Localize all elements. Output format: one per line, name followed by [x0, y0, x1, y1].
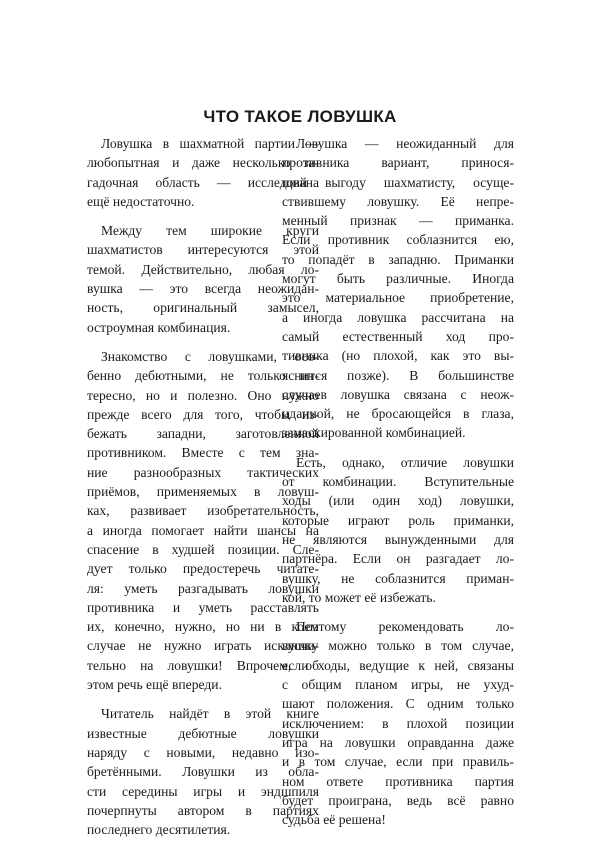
- text-line: и в том случае, если при правиль-: [282, 754, 514, 770]
- text-line: гадочная область — исследована: [87, 174, 319, 190]
- text-line: вушку можно только в том случае,: [282, 638, 514, 654]
- page-title: ЧТО ТАКОЕ ЛОВУШКА: [203, 107, 397, 126]
- text-line: бенно дебютными, не только ин-: [87, 368, 319, 384]
- text-line: ном ответе противника партия: [282, 773, 514, 789]
- text-line: случае не нужно играть исключи-: [87, 638, 319, 654]
- text-line: Знакомство с ловушками, осо-: [101, 348, 319, 364]
- text-line: партнёра. Если он разгадает ло-: [282, 551, 514, 567]
- text-line: ствившему ловушку. Её непре-: [282, 193, 514, 209]
- text-line: исключением: в плохой позиции: [282, 715, 514, 731]
- text-line: кой, то может её избежать.: [282, 589, 436, 605]
- text-line: приёмов, применяемых в ловуш-: [87, 484, 319, 500]
- text-line: могут быть различные. Иногда: [282, 271, 514, 287]
- text-line: ках, развивает изобретательность,: [87, 503, 319, 519]
- text-line: противником. Вместе с тем зна-: [87, 445, 319, 461]
- text-line: иданной, не бросающейся в глаза,: [282, 406, 514, 422]
- text-line: тересно, но и полезно. Оно нужно: [87, 387, 319, 403]
- text-line: Поэтому рекомендовать ло-: [296, 619, 514, 635]
- text-line: спасение в худшей позиции. Сле-: [87, 541, 319, 557]
- text-line: бежать западни, заготовленной: [87, 426, 319, 442]
- text-line: этом речь ещё впереди.: [87, 677, 222, 693]
- text-line: сти середины игры и эндшпиля: [87, 783, 319, 799]
- text-line: случаев ловушка связана с неож-: [282, 386, 514, 402]
- text-line: Ловушка в шахматной партии —: [101, 136, 319, 151]
- text-line: любопытная и даже несколько за-: [87, 155, 319, 171]
- text-line: которые играют роль приманки,: [282, 512, 514, 528]
- text-line: если ходы, ведущие к ней, связаны: [282, 657, 514, 673]
- text-line: противника вариант, принося-: [282, 155, 514, 171]
- text-line: самый естественный ход про-: [282, 328, 514, 344]
- paragraph: [282, 453, 514, 607]
- text-line: бретёнными. Ловушки из обла-: [87, 764, 319, 780]
- text-line: Между тем широкие круги: [101, 223, 319, 239]
- text-line: наряду с новыми, недавно изо-: [87, 744, 319, 760]
- text-line: не являются вынужденными для: [282, 531, 514, 547]
- text-line: тельно на ловушки! Впрочем, об: [87, 657, 319, 673]
- paragraph: [282, 134, 514, 443]
- text-line: Ловушка — неожиданный для: [296, 136, 514, 151]
- text-line: противника и уметь расставлять: [87, 599, 319, 615]
- text-line: прежде всего для того, чтобы из-: [87, 406, 319, 422]
- text-line: с общим планом игры, не ухуд-: [282, 677, 514, 693]
- text-line: остроумная комбинация.: [87, 319, 231, 335]
- text-line: почерпнуты автором в партиях: [87, 802, 319, 818]
- text-line: их, конечно, нужно, но ни в коем: [87, 619, 319, 635]
- text-line: менный признак — приманка.: [282, 213, 514, 229]
- text-line: щий выгоду шахматисту, осуще-: [282, 174, 514, 190]
- text-line: известные дебютные ловушки: [87, 725, 319, 741]
- text-line: а иногда ловушка рассчитана на: [282, 309, 514, 325]
- right-column: [282, 134, 514, 839]
- text-line: ещё недостаточно.: [87, 193, 195, 209]
- text-line: шают положения. С одним только: [282, 696, 514, 712]
- text-line: Есть, однако, отличие ловушки: [296, 454, 514, 470]
- text-line: судьба её решена!: [282, 812, 386, 828]
- text-line: ние разнообразных тактических: [87, 464, 319, 480]
- text-line: тивника (но плохой, как это вы-: [282, 348, 514, 364]
- text-line: а иногда помогает найти шансы на: [87, 522, 319, 538]
- text-line: игра на ловушки оправданна даже: [282, 734, 514, 750]
- text-line: яснится позже). В большинстве: [282, 367, 514, 383]
- text-line: вушка — это всегда неожидан-: [87, 281, 319, 297]
- text-line: будет проиграна, ведь всё равно: [282, 792, 514, 808]
- text-line: ходы (или один ход) ловушки,: [282, 493, 514, 509]
- text-line: Если противник соблазнится ею,: [282, 232, 514, 248]
- text-line: от комбинации. Вступительные: [282, 474, 514, 490]
- text-line: ля: уметь разгадывать ловушки: [87, 580, 319, 596]
- text-line: темой. Действительно, любая ло-: [87, 261, 319, 277]
- text-line: замаскированной комбинацией.: [282, 425, 466, 441]
- text-line: ность, оригинальный замысел,: [87, 300, 319, 316]
- text-line: то попадёт в западню. Приманки: [282, 251, 514, 267]
- text-line: это материальное приобретение,: [282, 290, 514, 306]
- paragraph: [282, 617, 514, 829]
- text-line: дует только предостеречь читате-: [87, 561, 319, 577]
- text-line: шахматистов интересуются этой: [87, 242, 319, 258]
- text-line: Читатель найдёт в этой книге: [101, 706, 319, 722]
- text-line: последнего десятилетия.: [87, 822, 231, 838]
- text-line: вушку, не соблазнится приман-: [282, 570, 514, 586]
